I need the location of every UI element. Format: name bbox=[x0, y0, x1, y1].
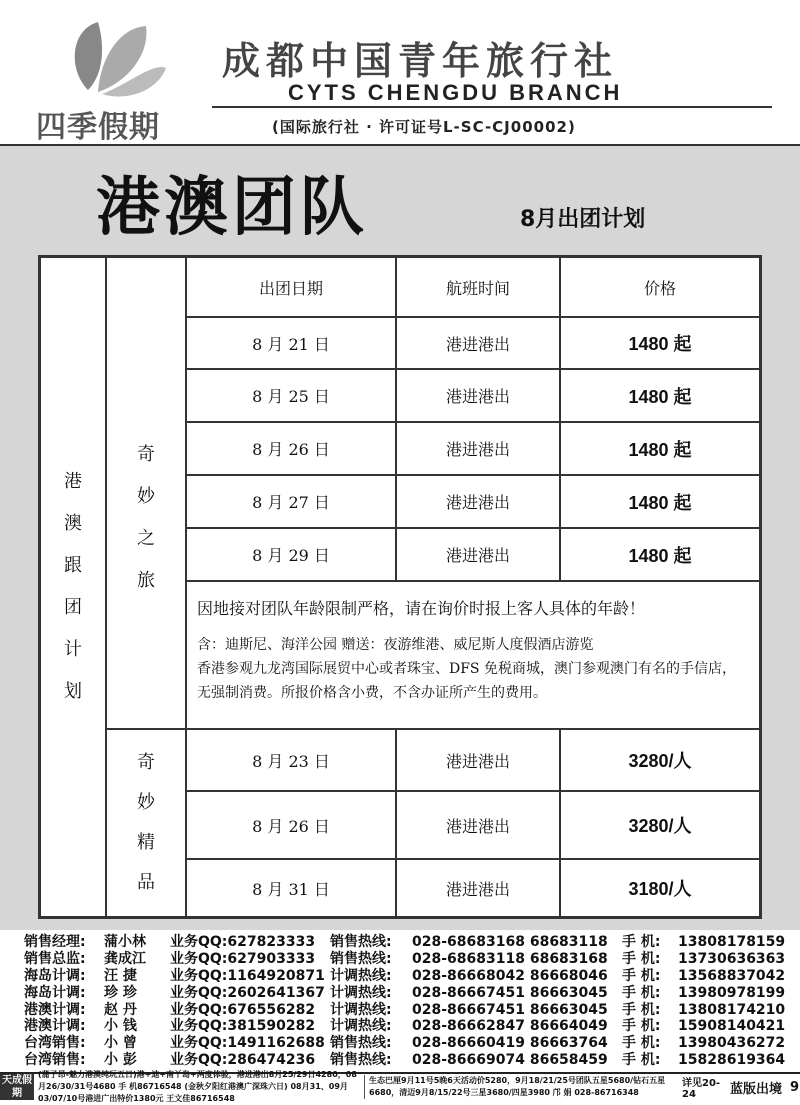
contact-phones: 028-86669074 86658459 bbox=[412, 1052, 608, 1069]
group-char: 团 bbox=[64, 597, 82, 618]
contact-phones: 028-86667451 86663045 bbox=[412, 984, 608, 1001]
contact-row bbox=[24, 934, 800, 951]
company-name-cn: 成都中国青年旅行社 bbox=[222, 39, 619, 83]
contact-name: 汪 捷 bbox=[104, 967, 137, 984]
tour1-date: 8 月 25 日 bbox=[186, 369, 396, 422]
contact-mobile: 13568837042 bbox=[678, 967, 786, 984]
tour2-date: 8 月 26 日 bbox=[186, 791, 396, 859]
contact-row bbox=[24, 1018, 800, 1035]
mobile-label: 手 机: bbox=[622, 1052, 661, 1069]
group-label bbox=[40, 257, 106, 917]
footer-strip bbox=[0, 1070, 800, 1103]
footer-edition: 蓝版出境 bbox=[730, 1081, 783, 1097]
contact-mobile: 13980978199 bbox=[678, 984, 786, 1001]
hotline-label: 计调热线: bbox=[330, 1018, 392, 1035]
contact-name: 赵 丹 bbox=[104, 1001, 137, 1018]
tour2-date: 8 月 23 日 bbox=[186, 729, 396, 791]
contact-qq: 业务QQ:381590282 bbox=[170, 1018, 316, 1035]
tour1-price: 1480 起 bbox=[560, 528, 760, 581]
contact-qq: 业务QQ:1164920871 bbox=[170, 967, 325, 984]
contact-row bbox=[24, 1002, 800, 1019]
tour-name-qimiao-jingpin bbox=[106, 729, 186, 917]
license-number: (国际旅行社 · 许可证号L-SC-CJ00002) bbox=[272, 118, 576, 136]
mobile-label: 手 机: bbox=[622, 1018, 661, 1035]
contact-name: 小 曾 bbox=[104, 1035, 137, 1052]
contact-phones: 028-86660419 86663764 bbox=[412, 1035, 608, 1052]
tour1-flight: 港进港出 bbox=[396, 528, 560, 581]
tour1-price: 1480 起 bbox=[560, 317, 760, 369]
tour1-flight: 港进港出 bbox=[396, 475, 560, 528]
contact-phones: 028-86668042 86668046 bbox=[412, 967, 608, 984]
contact-role: 销售总监: bbox=[24, 950, 86, 967]
contact-mobile: 13808174210 bbox=[678, 1001, 786, 1018]
contact-row bbox=[24, 1052, 800, 1069]
tour-char: 旅 bbox=[137, 570, 155, 591]
tour2-flight: 港进港出 bbox=[396, 791, 560, 859]
tour-char: 奇 bbox=[137, 752, 155, 773]
group-char: 港 bbox=[64, 471, 82, 492]
contact-list bbox=[0, 930, 800, 1070]
contact-role: 台湾销售: bbox=[24, 1035, 86, 1052]
page-number: 9 bbox=[790, 1079, 800, 1095]
hotline-label: 销售热线: bbox=[330, 950, 392, 967]
header-banner bbox=[0, 0, 800, 146]
tour2-price: 3280/人 bbox=[560, 791, 760, 859]
group-char: 澳 bbox=[64, 513, 82, 534]
mobile-label: 手 机: bbox=[622, 1035, 661, 1052]
tour1-price: 1480 起 bbox=[560, 369, 760, 422]
contact-role: 台湾销售: bbox=[24, 1052, 86, 1069]
details-text: 香港参观九龙湾国际展贸中心或者珠宝、DFS 免税商城，澳门参观澳门有名的手信店，无强制消费。所报价格含小费，不含办证所产生的费用。 bbox=[197, 661, 736, 701]
tour-char: 精 bbox=[137, 832, 155, 853]
tour1-price: 1480 起 bbox=[560, 475, 760, 528]
footer-detail: 详见20-24 bbox=[682, 1078, 721, 1100]
hotline-label: 销售热线: bbox=[330, 1035, 392, 1052]
contact-qq: 业务QQ:2602641367 bbox=[170, 984, 325, 1001]
contact-phones: 028-68683168 68683118 bbox=[412, 934, 608, 950]
contact-role: 海岛计调: bbox=[24, 967, 86, 984]
hotline-label: 销售热线: bbox=[330, 934, 392, 950]
footer-brand: 天成假期 bbox=[2, 1075, 32, 1099]
tour1-flight: 港进港出 bbox=[396, 369, 560, 422]
tour-char: 之 bbox=[137, 528, 155, 549]
contact-phones: 028-86662847 86664049 bbox=[412, 1018, 608, 1035]
contact-qq: 业务QQ:627823333 bbox=[170, 934, 316, 950]
contact-name: 珍 珍 bbox=[104, 984, 137, 1001]
contact-role: 港澳计调: bbox=[24, 1001, 86, 1018]
contact-name: 蒲小林 bbox=[104, 934, 146, 950]
footer-ad-left: (蒲子昂-魅力港澳纯玩五日)港+迪+南丫岛+两度体验，港进港出8月25/29日4280，08月26/30/31号4680 手 机86716548 (金秋夕阳红港澳广深珠六日) 08月31、09月03/07/10号港进广出特价1380元 王文佳86716548 bbox=[38, 1070, 357, 1103]
header-flight: 航班时间 bbox=[396, 257, 560, 317]
tour2-flight: 港进港出 bbox=[396, 729, 560, 791]
group-char: 跟 bbox=[64, 555, 82, 576]
tour2-date: 8 月 31 日 bbox=[186, 859, 396, 917]
age-notice: 因地接对团队年龄限制严格，请在询价时报上客人具体的年龄！ bbox=[197, 599, 646, 618]
tour1-flight: 港进港出 bbox=[396, 422, 560, 475]
tour-char: 妙 bbox=[137, 486, 155, 507]
contact-qq: 业务QQ:627903333 bbox=[170, 950, 316, 967]
mobile-label: 手 机: bbox=[622, 934, 661, 950]
tour2-price: 3280/人 bbox=[560, 729, 760, 791]
contact-role: 海岛计调: bbox=[24, 984, 86, 1001]
contact-row bbox=[24, 985, 800, 1002]
tour2-flight: 港进港出 bbox=[396, 859, 560, 917]
page-subtitle: 8月出团计划 bbox=[520, 207, 646, 232]
header-divider bbox=[212, 106, 772, 108]
contact-name: 小 钱 bbox=[104, 1018, 137, 1035]
mobile-label: 手 机: bbox=[622, 984, 661, 1001]
hotline-label: 计调热线: bbox=[330, 967, 392, 984]
tour1-notes bbox=[186, 581, 760, 729]
mobile-label: 手 机: bbox=[622, 967, 661, 984]
includes-text: 含：迪斯尼、海洋公园 赠送：夜游维港、威尼斯人度假酒店游览 bbox=[197, 637, 594, 653]
contact-mobile: 15908140421 bbox=[678, 1018, 786, 1035]
contact-mobile: 13808178159 bbox=[678, 934, 786, 950]
contact-row bbox=[24, 1035, 800, 1052]
contact-mobile: 13980436272 bbox=[678, 1035, 786, 1052]
page-title: 港澳团队 bbox=[96, 171, 368, 245]
header-date: 出团日期 bbox=[186, 257, 396, 317]
tour1-date: 8 月 29 日 bbox=[186, 528, 396, 581]
tour-name-qimiao-zhilv bbox=[106, 257, 186, 729]
contact-qq: 业务QQ:1491162688 bbox=[170, 1035, 325, 1052]
hotline-label: 销售热线: bbox=[330, 1052, 392, 1069]
contact-role: 销售经理: bbox=[24, 934, 86, 950]
mobile-label: 手 机: bbox=[622, 1001, 661, 1018]
tour2-price: 3180/人 bbox=[560, 859, 760, 917]
contact-mobile: 13730636363 bbox=[678, 950, 786, 967]
logo-text: 四季假期 bbox=[36, 110, 160, 145]
company-name-en: CYTS CHENGDU BRANCH bbox=[288, 80, 623, 105]
hotline-label: 计调热线: bbox=[330, 984, 392, 1001]
contact-mobile: 15828619364 bbox=[678, 1052, 786, 1069]
contact-role: 港澳计调: bbox=[24, 1018, 86, 1035]
header-price: 价格 bbox=[560, 257, 760, 317]
contact-row bbox=[24, 968, 800, 985]
group-char: 划 bbox=[64, 681, 82, 702]
contact-name: 龚成江 bbox=[104, 950, 146, 967]
contact-qq: 业务QQ:676556282 bbox=[170, 1001, 316, 1018]
group-char: 计 bbox=[64, 639, 82, 660]
contact-name: 小 彭 bbox=[104, 1052, 137, 1069]
contact-qq: 业务QQ:286474236 bbox=[170, 1052, 316, 1069]
mobile-label: 手 机: bbox=[622, 950, 661, 967]
tour1-flight: 港进港出 bbox=[396, 317, 560, 369]
footer-ad-right: 生态巴厘9月11号5晚6天活动价5280，9月18/21/25号团队五星5680/钻石五星6680，清迈9月8/15/22号三星3680/四星3980 邝 娟 028-86716348 bbox=[364, 1075, 682, 1099]
hotline-label: 计调热线: bbox=[330, 1001, 392, 1018]
tour1-date: 8 月 21 日 bbox=[186, 317, 396, 369]
tour-char: 奇 bbox=[137, 444, 155, 465]
contact-phones: 028-86667451 86663045 bbox=[412, 1001, 608, 1018]
contact-row bbox=[24, 951, 800, 968]
tour1-date: 8 月 26 日 bbox=[186, 422, 396, 475]
tour1-date: 8 月 27 日 bbox=[186, 475, 396, 528]
tour-char: 妙 bbox=[137, 792, 155, 813]
contact-phones: 028-68683118 68683168 bbox=[412, 950, 608, 967]
tour1-price: 1480 起 bbox=[560, 422, 760, 475]
schedule-table bbox=[38, 255, 762, 919]
four-seasons-logo-icon bbox=[58, 10, 168, 100]
tour-char: 品 bbox=[137, 872, 155, 893]
